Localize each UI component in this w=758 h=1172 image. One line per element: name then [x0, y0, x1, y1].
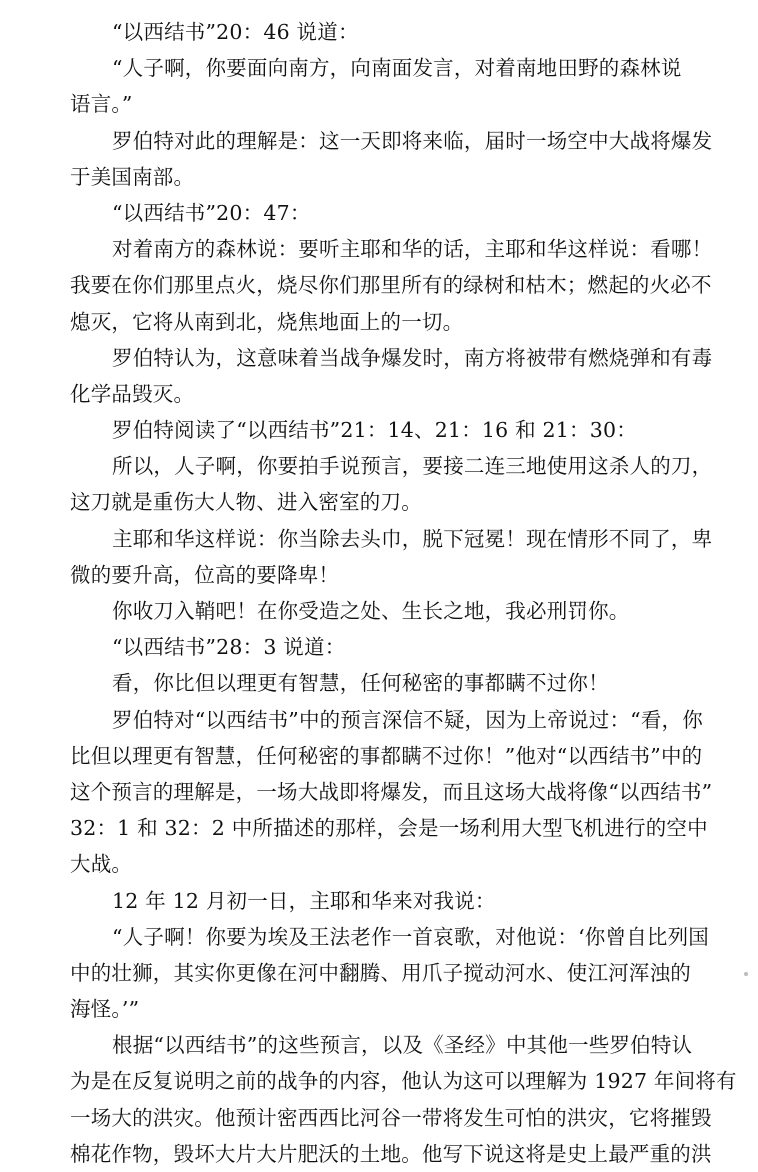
text-line: 为是在反复说明之前的战争的内容，他认为这可以理解为 1927 年间将有	[70, 1069, 737, 1094]
text-line: 海怪。’”	[70, 997, 140, 1022]
text-line: 这刀就是重伤大人物、进入密室的刀。	[70, 490, 422, 515]
text-line: 这个预言的理解是，一场大战即将爆发，而且这场大战将像“以西结书”	[70, 779, 713, 804]
text-line: 所以，人子啊，你要拍手说预言，要接二连三地使用这杀人的刀，	[112, 454, 713, 479]
text-line: 棉花作物，毁坏大片大片肥沃的土地。他写下说这将是史上最严重的洪	[70, 1141, 712, 1166]
text-line: 罗伯特认为，这意味着当战争爆发时，南方将被带有燃烧弹和有毒	[112, 345, 713, 370]
scan-speck	[744, 972, 748, 976]
text-line: “以西结书”28：3 说道：	[112, 635, 346, 660]
text-line: 大战。	[70, 852, 133, 877]
text-line: 微的要升高，位高的要降卑！	[70, 562, 340, 587]
text-line: 于美国南部。	[70, 164, 195, 189]
text-line: “以西结书”20：46 说道：	[112, 20, 359, 44]
text-line: 中的壮狮，其实你更像在河中翻腾、用爪子搅动河水、使江河浑浊的	[70, 960, 691, 985]
text-line: 对着南方的森林说：要听主耶和华的话，主耶和华这样说：看哪！	[112, 237, 713, 262]
text-line: 12 年 12 月初一日，主耶和华来对我说：	[112, 888, 496, 913]
text-line: 熄灭，它将从南到北，烧焦地面上的一切。	[70, 309, 464, 334]
text-line: 罗伯特对“以西结书”中的预言深信不疑，因为上帝说过：“看，你	[112, 707, 703, 732]
text-line: 主耶和华这样说：你当除去头巾，脱下冠冕！现在情形不同了，卑	[112, 526, 713, 551]
text-line: 一场大的洪灾。他预计密西西比河谷一带将发生可怕的洪灾，它将摧毁	[70, 1105, 712, 1130]
text-line: “人子啊！你要为埃及王法老作一首哀歌，对他说：‘你曾自比列国	[112, 924, 709, 949]
text-line: 我要在你们那里点火，烧尽你们那里所有的绿树和枯木；燃起的火必不	[70, 273, 712, 298]
text-line: 比但以理更有智慧，任何秘密的事都瞒不过你！”他对“以西结书”中的	[70, 743, 703, 768]
text-line: 罗伯特对此的理解是：这一天即将来临，届时一场空中大战将爆发	[112, 128, 713, 153]
text-line: “以西结书”20：47：	[112, 200, 311, 225]
text-line: 看，你比但以理更有智慧，任何秘密的事都瞒不过你！	[112, 671, 609, 696]
text-line: 你收刀入鞘吧！在你受造之处、生长之地，我必刑罚你。	[112, 599, 630, 623]
text-line: 根据“以西结书”的这些预言，以及《圣经》中其他一些罗伯特认	[112, 1033, 693, 1058]
text-line: 语言。”	[70, 92, 133, 117]
text-line: 32：1 和 32：2 中所描述的那样，会是一场利用大型飞机进行的空中	[70, 816, 708, 841]
text-line: “人子啊，你要面向南方，向南面发言，对着南地田野的森林说	[112, 56, 682, 81]
page-body-text	[70, 14, 737, 1172]
text-line: 化学品毁灭。	[70, 381, 195, 406]
text-line: 罗伯特阅读了“以西结书”21：14、21：16 和 21：30：	[112, 418, 637, 443]
